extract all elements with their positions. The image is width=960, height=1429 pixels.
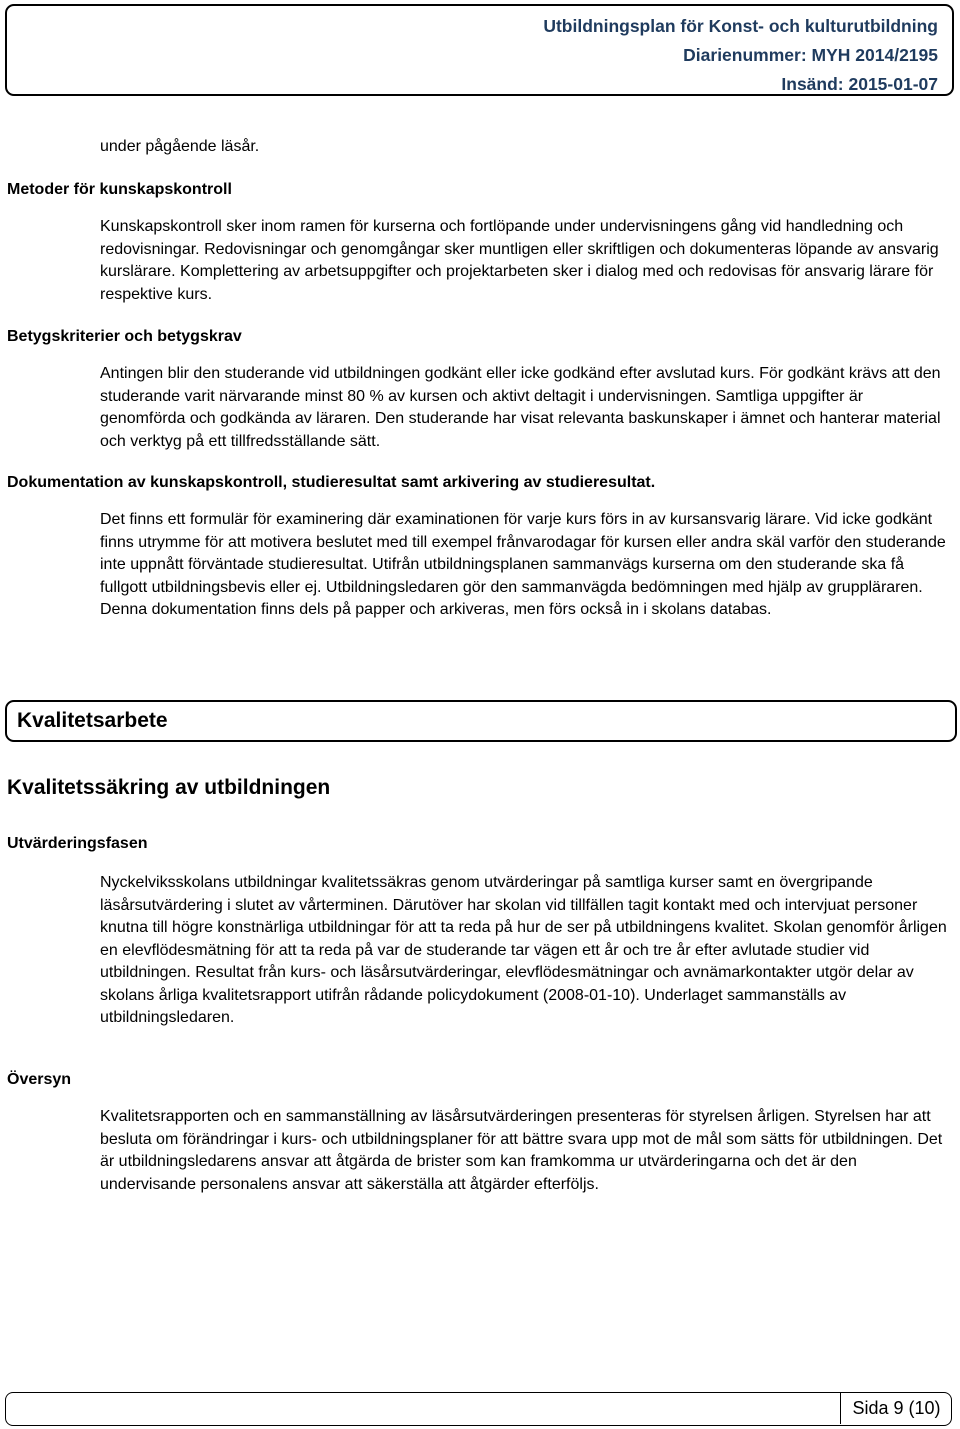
page-number: Sida 9 (10): [840, 1392, 952, 1424]
header-date: Insänd: 2015-01-07: [781, 74, 938, 94]
header-title: Utbildningsplan för Konst- och kulturutbildning: [543, 16, 938, 36]
section-label-betyg: Betygskriterier och betygskrav: [7, 328, 242, 345]
section-text-betyg: Antingen blir den studerande vid utbildningen godkänt eller icke godkänd efter avslutad kurs. För godkänt krävs att den studerande varit närvarande minst 80 % av kursen och aktivt deltagit i undervisningen. Samtliga uppgifter är genomförda och godkända av läraren. Den studerande har visat relevanta baskunskaper i ämnet och hanterar material och verktyg på ett tillfredsställande sätt.: [100, 365, 941, 450]
section-heading-kvalitetsarbete: Kvalitetsarbete: [5, 700, 957, 742]
continuation-text: under pågående läsår.: [100, 138, 260, 155]
header-diarienummer: Diarienummer: MYH 2014/2195: [683, 45, 938, 65]
section-label-dokumentation: Dokumentation av kunskapskontroll, studieresultat samt arkivering av studieresultat.: [7, 474, 656, 491]
page-footer: [5, 1392, 952, 1426]
section-text-utvardering: Nyckelviksskolans utbildningar kvalitetssäkras genom utvärderingar på samtliga kurser samt en övergripande läsårsutvärdering i slutet av vårterminen. Därutöver har skolan vid tillfällen tagit kontakt med och intervjuat personer knutna till högre konstnärliga utbildningar för att ta reda på hur de ser på utbildningens kvalitet. Skolan genomför årligen en elevflödesmätning för att ta reda på var de studerande tar vägen ett år och tre år efter avlutade studier vid utbildningen. Resultat från kurs- och läsårsutvärderingar, elevflödesmätningar och avnämarkontakter utgör delar av skolans årliga kvalitetsrapport utifrån rådande policydokument (2008-01-10). Underlaget sammanställs av utbildningsledaren.: [100, 874, 947, 1026]
section-label-oversyn: Översyn: [7, 1071, 72, 1088]
section-label-metoder: Metoder för kunskapskontroll: [7, 181, 232, 198]
document-header: [5, 4, 954, 96]
section-text-dokumentation: Det finns ett formulär för examinering där examinationen för varje kurs förs in av kursansvarig lärare. Vid icke godkänt finns utrymme för att motivera beslutet med till exempel frånvarodagar för kursen eller andra skäl varför den studerande inte uppnått förväntade studieresultat. Utifrån utbildningsplanen sammanvägs kurserna om den studerande ska få fullgott utbildningsbevis eller ej. Utbildningsledaren gör den sammanvägda bedömningen med hjälp av gruppläraren. Denna dokumentation finns dels på papper och arkiveras, men förs också in i skolans databas.: [100, 511, 946, 618]
section-text-oversyn: Kvalitetsrapporten och en sammanställning av läsårsutvärderingen presenteras för styrelsen årligen. Styrelsen har att besluta om förändringar i kurs- och utbildningsplaner för att bättre svara upp mot de mål som sätts för utbildningen. Det är utbildningsledarens ansvar att åtgärda de brister som kan framkomma ur utvärderingarna och det är den undervisande personalens ansvar att säkerställa att åtgärder efterföljs.: [100, 1108, 943, 1193]
heading-kvalitetssakring: Kvalitetssäkring av utbildningen: [7, 776, 331, 799]
section-text-metoder: Kunskapskontroll sker inom ramen för kurserna och fortlöpande under undervisningens gång vid handledning och redovisningar. Redovisningar och genomgångar sker muntligen eller skriftligen och dokumenteras löpande av ansvarig kurslärare. Komplettering av arbetsuppgifter och projektarbeten sker i dialog med och redovisas för ansvarig lärare för respektive kurs.: [100, 218, 939, 303]
section-label-utvardering: Utvärderingsfasen: [7, 835, 148, 852]
